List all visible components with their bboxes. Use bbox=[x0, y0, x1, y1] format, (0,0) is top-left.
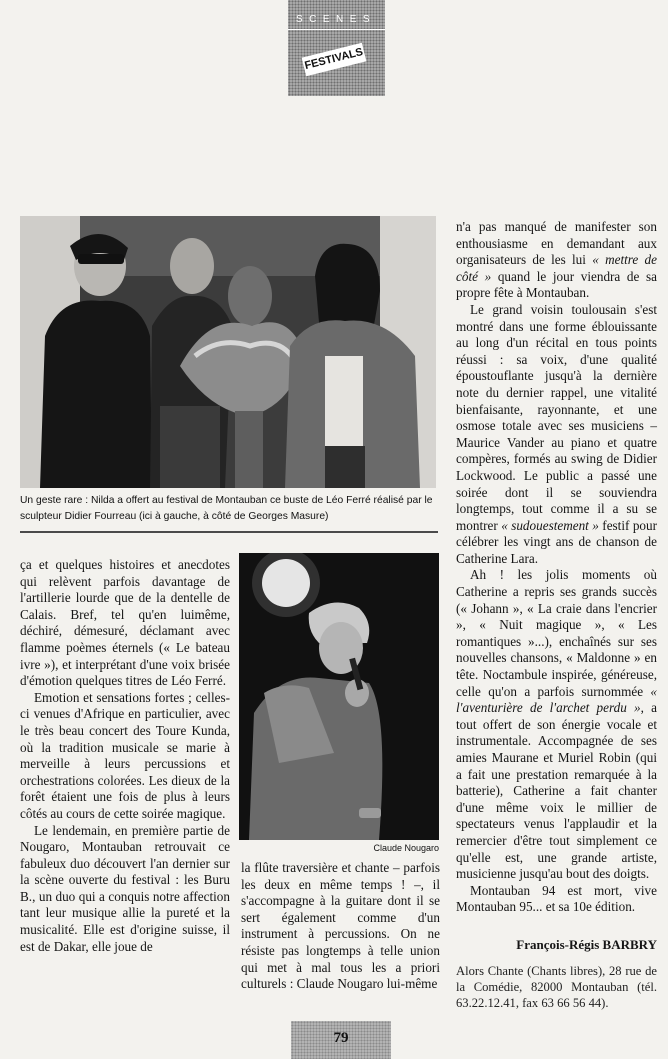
emphasis: « sudouestement » bbox=[501, 517, 599, 533]
page-number: 79 bbox=[333, 1030, 349, 1046]
article-column-3 bbox=[456, 219, 657, 916]
caption-rule bbox=[20, 531, 438, 533]
article-column-2 bbox=[241, 860, 440, 993]
nougaro-concert-photo bbox=[239, 553, 439, 840]
photo-illustration bbox=[239, 553, 439, 840]
text-run: , a tout offert de son énergie vocale et instrumentale. Accompagnée de ses amies Maurane et Muriel Robin (qui a fait une prestation remarquée à la batterie), Catherine a fait chanter d'une même voix le millier de spectateurs venus l'applaudir et la remercier d'être tout simplement ce qu'elle est, une grande artiste, musicienne jusqu'au bout des doigts. bbox=[456, 700, 657, 882]
photo-credit: Claude Nougaro bbox=[373, 843, 439, 853]
section-label: SCENES bbox=[295, 14, 377, 25]
paragraph: la flûte traversière et chante – parfois les deux en même temps ! –, il s'accompagne à la guitare dont il se sert également comme d'un instrument à percussions. On ne résiste pas longtemps à telle union qui met à mal tous les a priori culturels : Claude Nougaro lui-même bbox=[241, 860, 440, 992]
category-tag: FESTIVALS bbox=[302, 43, 367, 76]
contact-address: Alors Chante (Chants libres), 28 rue de la Comédie, 82000 Montauban (tél. 63.22.12.41, fax 63 66 56 44). bbox=[456, 964, 657, 1010]
photo-caption: Un geste rare : Nilda a offert au festival de Montauban ce buste de Léo Ferré réalisé par le sculpteur Didier Fourreau (ici à gauche, à côté de Georges Masure) bbox=[20, 495, 433, 522]
text-run: Ah ! les jolis moments où Catherine a repris ses grands succès (« Johann », « La craie dans l'encrier », « Nuit magique », « Les romantiques »...), enchaînés sur ses nouvelles chansons, « Maldonne » en tête. Noctambule inspirée, généreuse, celle qu'on a parfois surnommée bbox=[456, 567, 657, 699]
paragraph bbox=[456, 219, 657, 302]
paragraph: ça et quelques histoires et anecdotes qui relèvent parfois davantage de l'artillerie lourde que de la dentelle de Calais. Bref, tel qu'en luimême, déchiré, démesuré, déclamant avec flamme poèmes éternels (« Le bateau ivre »), et interprétant d'une voix brisée d'émotion quelques titres de Léo Ferré. bbox=[20, 557, 230, 689]
section-divider bbox=[288, 29, 385, 30]
paragraph bbox=[456, 567, 657, 882]
emphasis: « l'aventurière de l'archet perdu » bbox=[456, 683, 657, 716]
paragraph: Montauban 94 est mort, vive Montauban 95... et sa 10e édition. bbox=[456, 882, 657, 915]
emphasis: « mettre de côté » bbox=[456, 252, 657, 284]
photo-illustration bbox=[20, 216, 436, 488]
text-run: quand le jour viendra de sa propre fête à Montauban. bbox=[456, 268, 657, 301]
author-signature: François-Régis BARBRY bbox=[516, 937, 657, 952]
text-run: Le grand voisin toulousain s'est montré dans une forme éblouissante au long d'un récital en tous points réussi : sa voix, d'une qualité époustouflante jusqu'à la dernière note du dernier rappel, une vitalité bienfaisante, rayonnante, et une osmose totale avec ses musiciens – Maurice Vander au piano et quatre compères, formés au swing de Didier Lockwood. Le public a passé une soirée dont il se souviendra longtemps, tout comme il a su se montrer bbox=[456, 301, 657, 533]
paragraph bbox=[456, 302, 657, 568]
text-run: festif pour célébrer les vingt ans de chanson de Catherine Lara. bbox=[456, 517, 657, 566]
paragraph: Emotion et sensations fortes ; celles-ci venues d'Afrique en particulier, avec le très beau concert des Toure Kunda, où la tradition musicale se marie à merveille à leurs percussions et orchestrations colorées. Les dieux de la forêt étaient une fois de plus à leurs côtés au cours de cette soirée magique. bbox=[20, 689, 230, 821]
text-run: n'a pas manqué de manifester son enthousiasme en demandant aux organisateurs de les lui bbox=[456, 219, 657, 268]
paragraph: Le lendemain, en première partie de Nougaro, Montauban retrouvait ce fabuleux duo découvert l'an dernier sur la scène ouverte du festival : les Buru B., un duo qui a conquis notre affection tant leur musique allie la pureté et la musicalité. Elle est d'origine suisse, il est de Dakar, elle joue de bbox=[20, 822, 230, 954]
festival-group-photo bbox=[20, 216, 436, 488]
article-column-1 bbox=[20, 557, 230, 955]
